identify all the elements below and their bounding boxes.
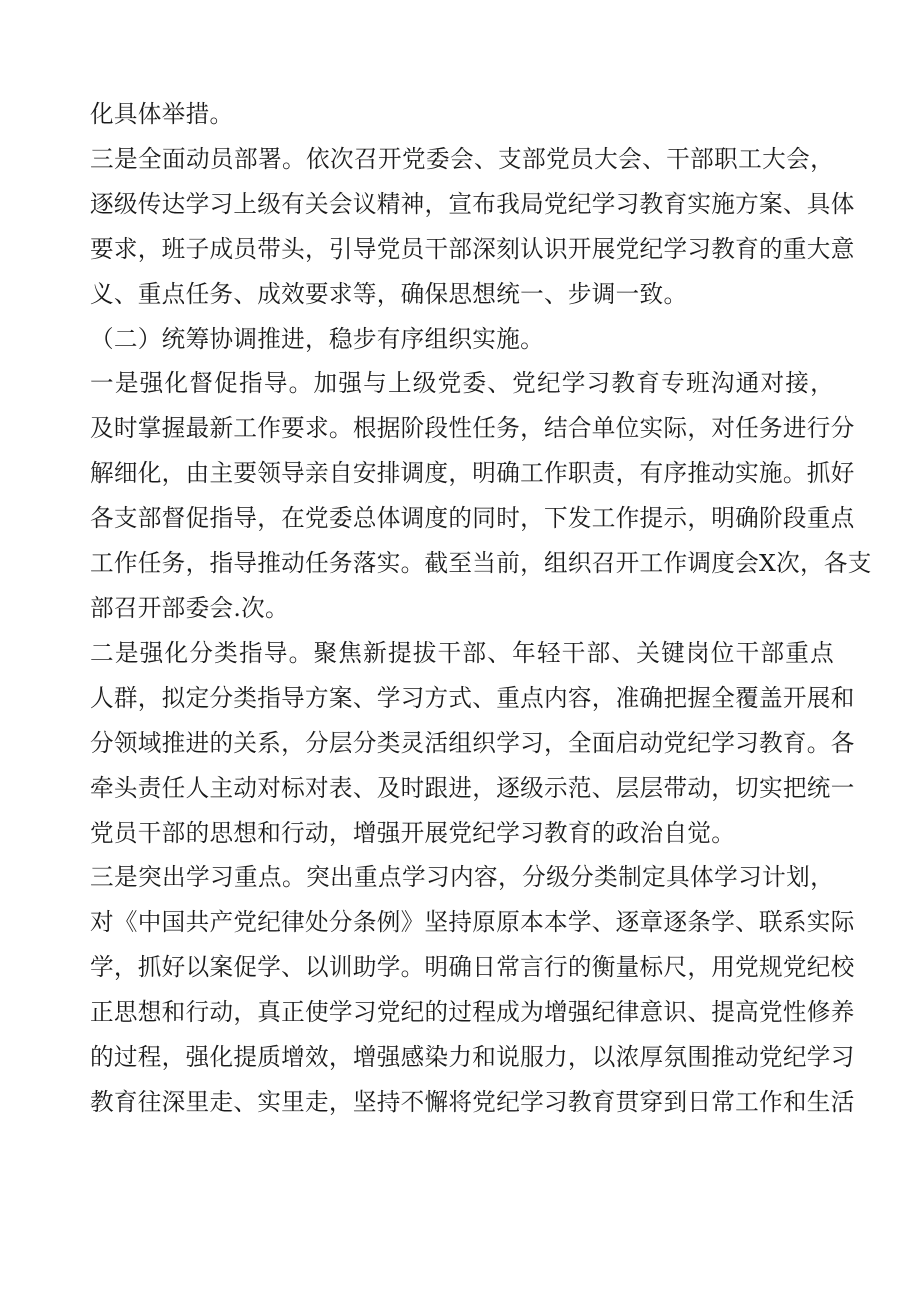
section-heading [90,317,834,362]
text-line: 正思想和行动，真正使学习党纪的过程成为增强纪律意识、提高党性修养 [90,998,855,1027]
text-line: 三是全面动员部署。依次召开党委会、支部党员大会、干部职工大会， [90,144,834,173]
text-line: 部召开部委会.次。 [90,593,289,622]
text-line: 工作任务，指导推动任务落实。截至当前，组织召开工作调度会X次，各支 [90,549,872,578]
paragraph-supervise [90,361,872,630]
document-body [90,92,872,1125]
paragraph-classify [90,631,855,856]
text-line: 一是强化督促指导。加强与上级党委、党纪学习教育专班沟通对接， [90,369,834,398]
text-line: 牵头责任人主动对标对表、及时跟进，逐级示范、层层带动，切实把统一 [90,773,855,802]
text-line: 要求，班子成员带头，引导党员干部深刻认识开展党纪学习教育的重大意 [90,234,855,263]
text-line: 逐级传达学习上级有关会议精神，宣布我局党纪学习教育实施方案、具体 [90,189,855,218]
text-line: 的过程，强化提质增效，增强感染力和说服力，以浓厚氛围推动党纪学习 [90,1043,855,1072]
text-line: 学，抓好以案促学、以训助学。明确日常言行的衡量标尺，用党规党纪校 [90,953,855,982]
paragraph-continuation [90,92,834,137]
paragraph-focus [90,855,855,1124]
text-line: 各支部督促指导，在党委总体调度的同时，下发工作提示，明确阶段重点 [90,504,855,533]
text-line: 人群，拟定分类指导方案、学习方式、重点内容，准确把握全覆盖开展和 [90,683,855,712]
paragraph-mobilize [90,137,855,317]
text-line: （二）统筹协调推进，稳步有序组织实施。 [90,324,544,353]
text-line: 化具体举措。 [90,100,234,128]
text-line: 义、重点任务、成效要求等，确保思想统一、步调一致。 [90,279,688,308]
text-line: 及时掌握最新工作要求。根据阶段性任务，结合单位实际，对任务进行分 [90,414,855,443]
text-line: 教育往深里走、实里走，坚持不懈将党纪学习教育贯穿到日常工作和生活 [90,1087,855,1116]
text-line: 分领域推进的关系，分层分类灵活组织学习，全面启动党纪学习教育。各 [90,728,855,757]
text-line: 二是强化分类指导。聚焦新提拔干部、年轻干部、关键岗位干部重点 [90,638,834,667]
text-line: 解细化，由主要领导亲自安排调度，明确工作职责，有序推动实施。抓好 [90,459,855,488]
text-line: 党员干部的思想和行动，增强开展党纪学习教育的政治自觉。 [90,818,736,847]
text-line: 三是突出学习重点。突出重点学习内容，分级分类制定具体学习计划， [90,863,834,892]
text-line: 对《中国共产党纪律处分条例》坚持原原本本学、逐章逐条学、联系实际 [90,908,855,937]
